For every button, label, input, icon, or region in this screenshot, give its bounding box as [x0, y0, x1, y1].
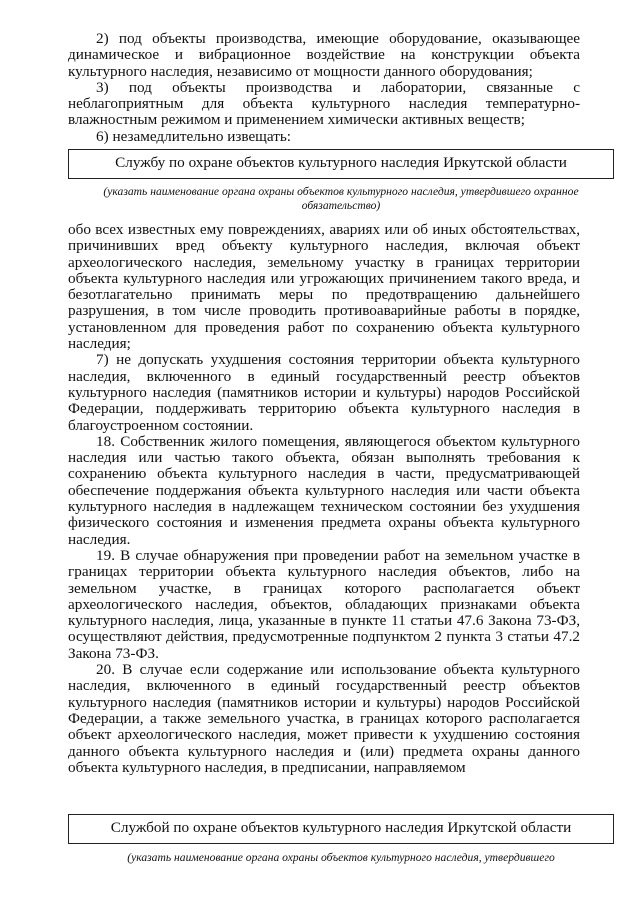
authority-name-2: Службой по охране объектов культурного наследия Иркутской области: [110, 819, 572, 836]
top-paragraphs: [68, 31, 580, 145]
authority-box-2: [68, 814, 614, 844]
paragraph-20: 20. В случае если содержание или использование объекта культурного наследия, включенного в единый государственный реестр объектов культурного наследия (памятников истории и культуры) народов Российской Федерации, а также земельного участка, в границах которого располагается объект археологического наследия, может привести к ухудшению состояния данного объекта культурного наследия и (или) предмета охраны данного объекта культурного наследия, в предписании, направляемом: [68, 661, 580, 776]
authority-note-1: (указать наименование органа охраны объектов культурного наследия, утвердившего охранное обязательство): [103, 185, 579, 212]
paragraph-3: 3) под объекты производства и лаборатории, связанные с неблагоприятным для объекта культурного наследия температурно-влажностным режимом и применением химически активных веществ;: [68, 78, 580, 129]
paragraph-6: 6) незамедлительно извещать:: [96, 127, 292, 145]
paragraph-2: 2) под объекты производства, имеющие оборудование, оказывающее динамическое и вибрационное воздействие на конструкции объекта культурного наследия, независимо от мощности данного оборудования;: [68, 30, 580, 80]
authority-box-1: [68, 149, 614, 179]
paragraph-19: 19. В случае обнаружения при проведении работ на земельном участке в границах территории объекта культурного наследия объектов, либо на земельном участке, в границах которого располагается объект археологического наследия, объектов, обладающих признаками объекта культурного наследия, лица, указанные в пункте 11 статьи 47.6 Закона 73-ФЗ, осуществляют действия, предусмотренные подпунктом 2 пункта 3 статьи 47.2 Закона 73-ФЗ.: [68, 546, 580, 662]
paragraph-7: 7) не допускать ухудшения состояния территории объекта культурного наследия, включенного в единый государственный реестр объектов культурного наследия (памятников истории и культуры) народов Российской Федерации, поддерживать территорию объекта культурного наследия в благоустроенном состоянии.: [68, 351, 580, 434]
authority-note-2: (указать наименование органа охраны объектов культурного наследия, утвердившего: [127, 851, 555, 864]
paragraph-continued: обо всех известных ему повреждениях, авариях или об иных обстоятельствах, причинивших вред объекту культурного наследия, включая объект археологического наследия, земельному участку в границах территории объекта культурного наследия или угрожающих причинением такого вреда, и безотлагательно принимать меры по предотвращению дальнейшего разрушения, в том числе проводить противоаварийные работы в порядке, установленном для проведения работ по сохранению объекта культурного наследия;: [68, 221, 580, 353]
paragraph-18: 18. Собственник жилого помещения, являющегося объектом культурного наследия или частью такого объекта, обязан выполнять требования к сохранению объекта культурного наследия в части, предусматривающей обеспечение поддержания объекта культурного наследия или части объекта культурного наследия в надлежащем техническом состоянии без ухудшения физического состояния и изменения предмета охраны объекта культурного наследия.: [68, 432, 580, 548]
main-paragraphs: [68, 222, 580, 776]
authority-name-1: Службу по охране объектов культурного наследия Иркутской области: [115, 154, 567, 171]
